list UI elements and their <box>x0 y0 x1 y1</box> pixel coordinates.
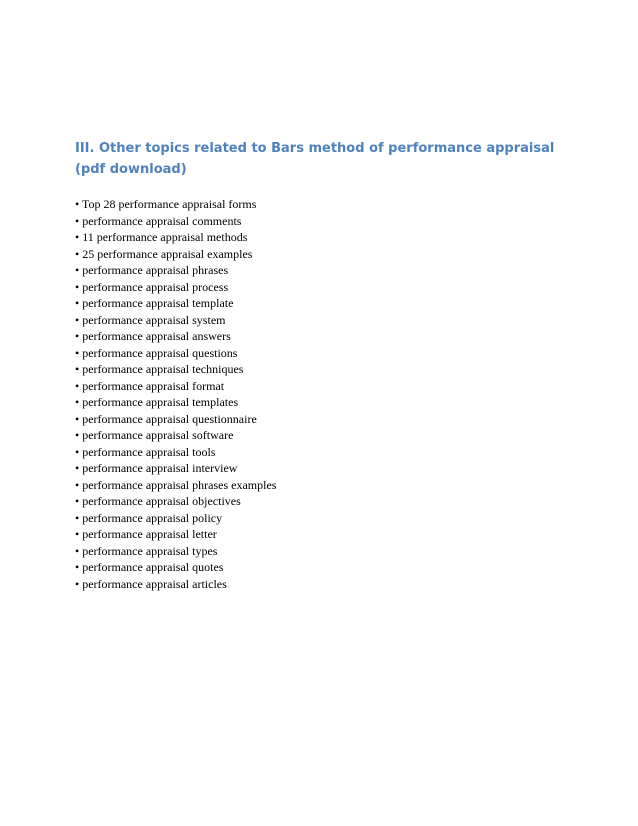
list-item: • performance appraisal templates <box>75 395 239 409</box>
list-item: • performance appraisal phrases examples <box>75 477 277 492</box>
topics-list <box>75 196 276 592</box>
list-item: • performance appraisal questionnaire <box>75 411 257 426</box>
list-item: • performance appraisal interview <box>75 461 238 475</box>
list-item: • performance appraisal articles <box>75 576 227 591</box>
list-item: • performance appraisal answers <box>75 329 231 343</box>
list-item: • performance appraisal letter <box>75 527 217 541</box>
list-item: • Top 28 performance appraisal forms <box>75 197 257 211</box>
list-item: • performance appraisal objectives <box>75 494 241 508</box>
list-item: • 25 performance appraisal examples <box>75 246 253 261</box>
list-item: • performance appraisal phrases <box>75 263 229 277</box>
list-item: • 11 performance appraisal methods <box>75 230 248 244</box>
list-item: • performance appraisal techniques <box>75 362 244 376</box>
list-item: • performance appraisal comments <box>75 213 242 228</box>
list-item: • performance appraisal process <box>75 279 229 294</box>
list-item: • performance appraisal questions <box>75 345 238 360</box>
list-item: • performance appraisal types <box>75 543 218 558</box>
list-item: • performance appraisal tools <box>75 444 216 459</box>
section-heading: III. Other topics related to Bars method of performance appraisal (pdf download) <box>75 141 555 177</box>
list-item: • performance appraisal format <box>75 378 225 393</box>
list-item: • performance appraisal software <box>75 428 234 442</box>
list-item: • performance appraisal quotes <box>75 560 224 574</box>
list-item: • performance appraisal policy <box>75 510 223 525</box>
list-item: • performance appraisal template <box>75 296 234 310</box>
list-item: • performance appraisal system <box>75 312 226 327</box>
